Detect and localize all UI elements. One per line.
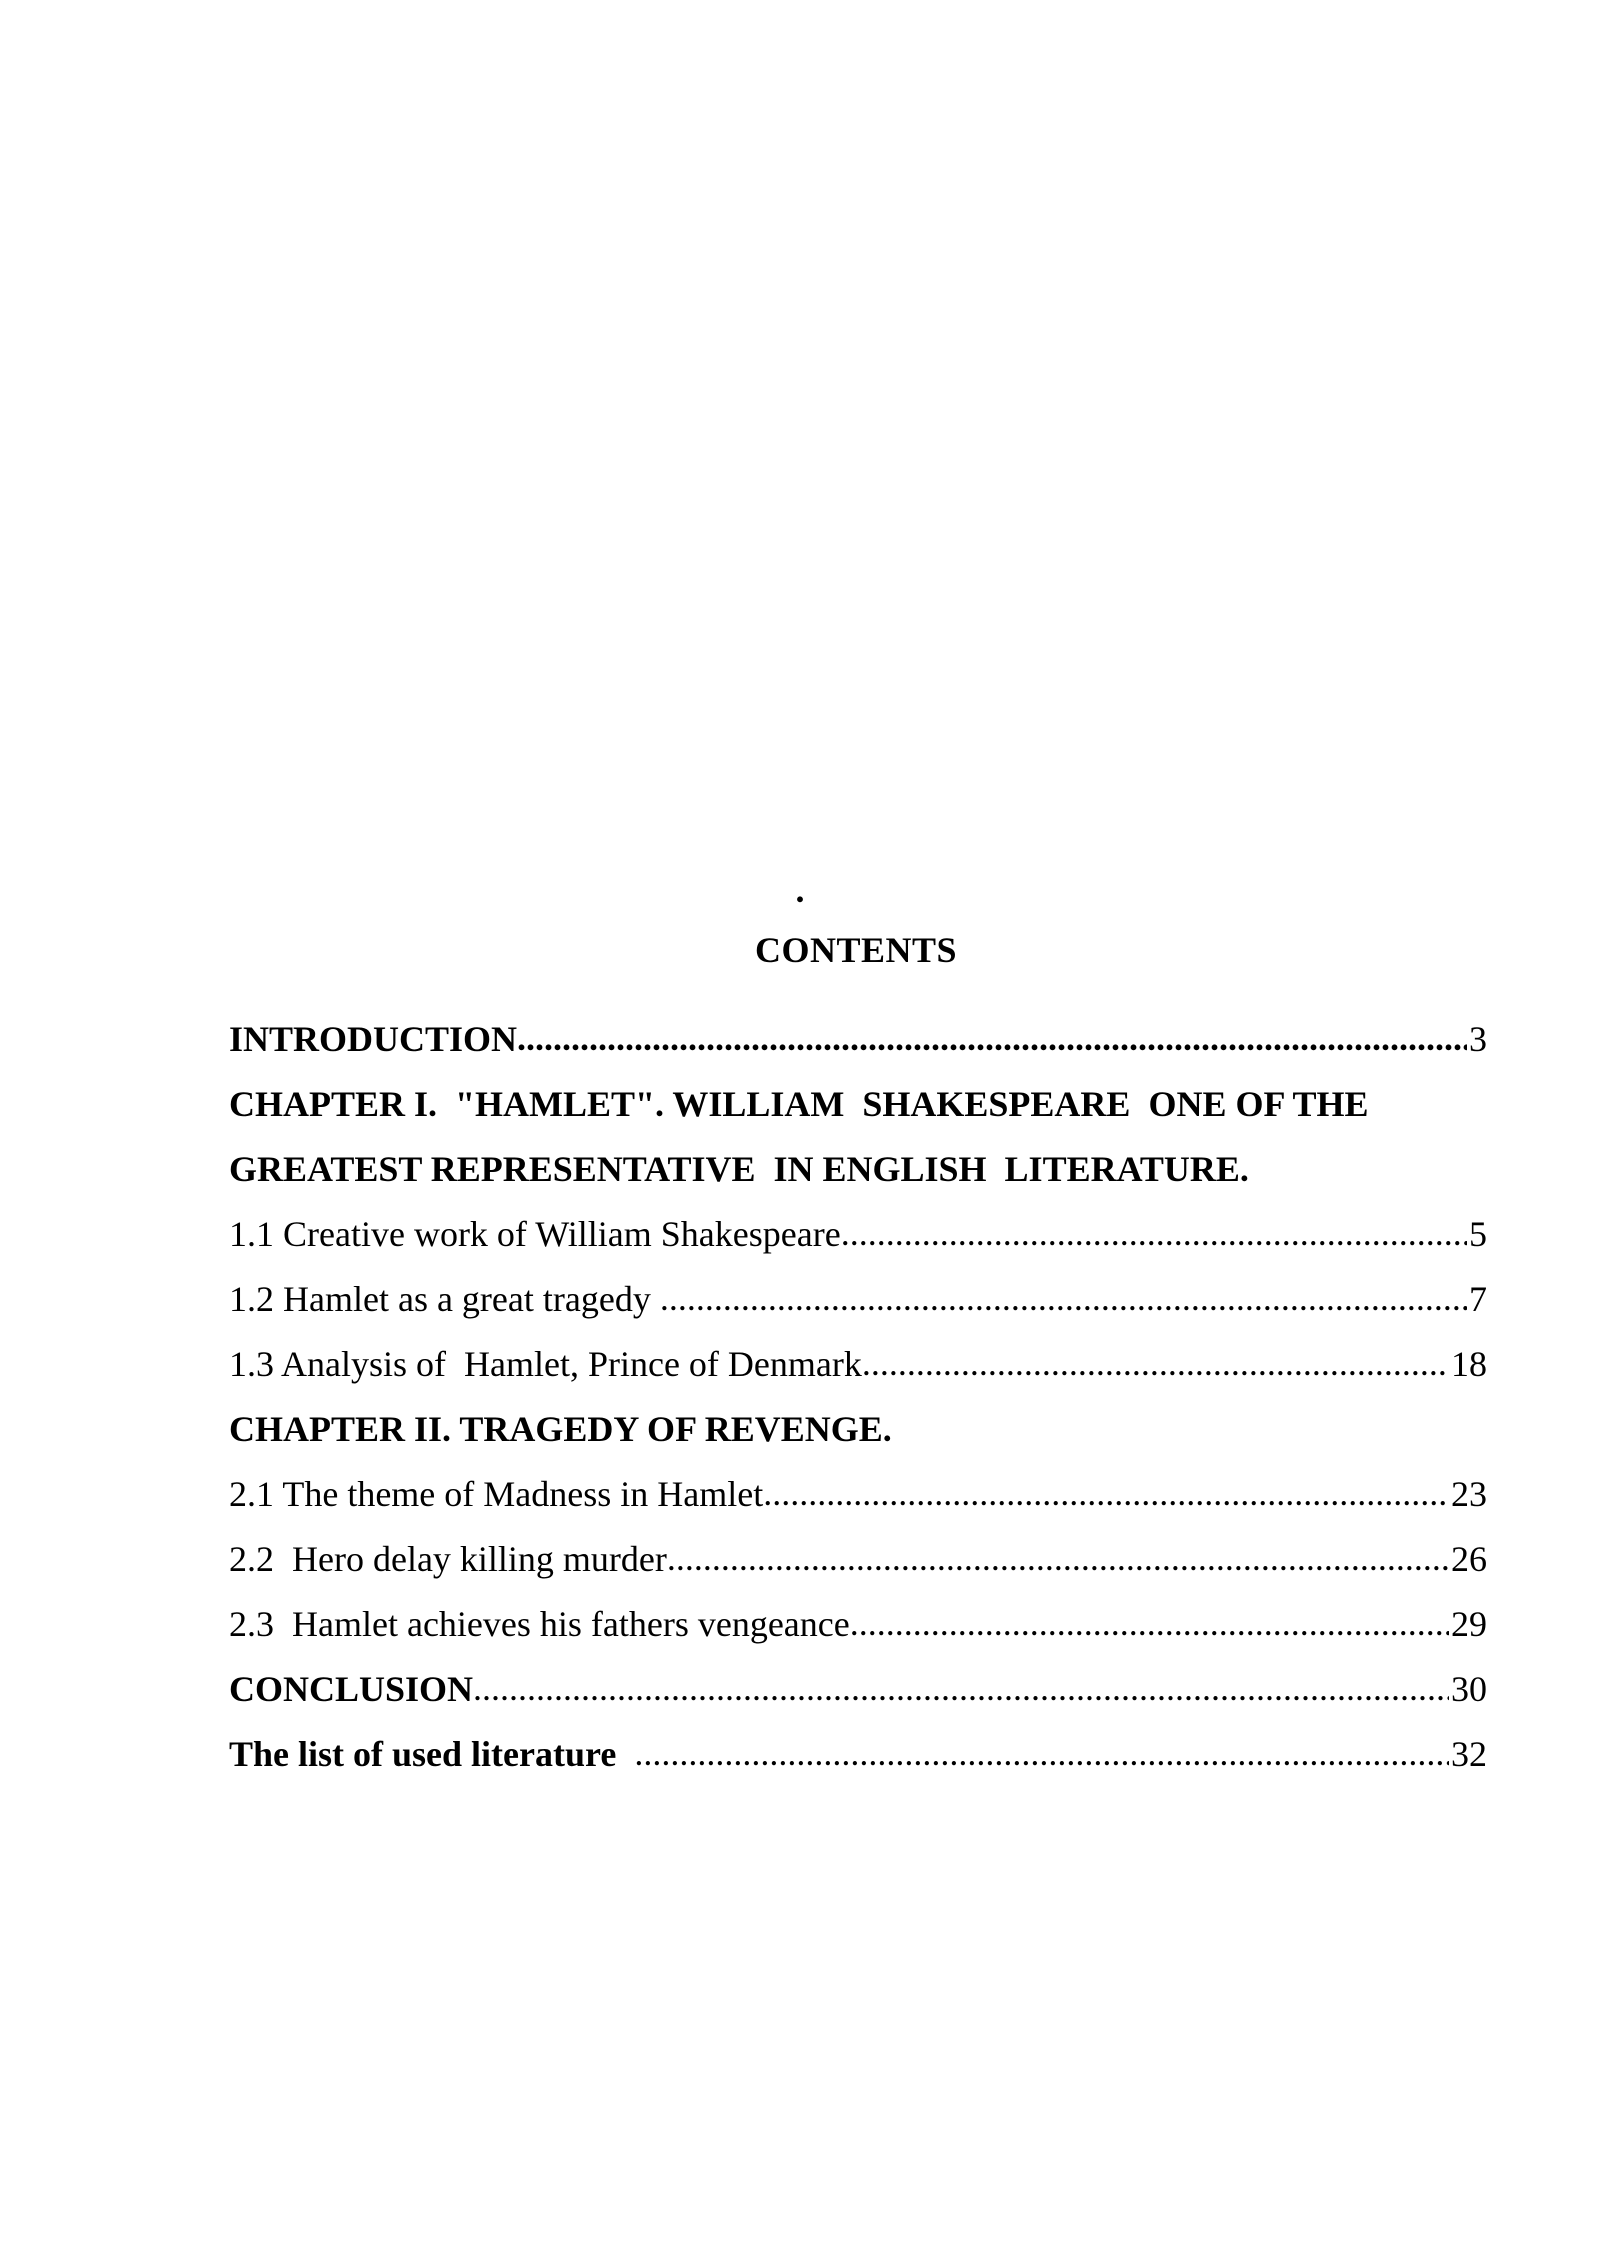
toc-entry-literature: [229, 1711, 1487, 1776]
dot-leader: [667, 1536, 1449, 1580]
toc-entry-label: 2.3 Hamlet achieves his fathers vengeance: [229, 1604, 850, 1644]
toc-page-number: 3: [1469, 1019, 1487, 1059]
toc-entry-1-1: [229, 1191, 1487, 1256]
dot-leader: [634, 1731, 1449, 1775]
dot-leader: [660, 1276, 1467, 1320]
toc-entry-label: CHAPTER II. TRAGEDY OF REVENGE.: [229, 1409, 892, 1449]
toc-page-number: 7: [1469, 1279, 1487, 1319]
toc-entry-chapter-1-line-2: [229, 1126, 1487, 1191]
table-of-contents: [229, 996, 1487, 1776]
toc-entry-1-3: [229, 1321, 1487, 1386]
dot-leader: [841, 1211, 1467, 1255]
toc-page-number: 23: [1451, 1474, 1487, 1514]
dot-leader: [517, 1016, 1467, 1060]
contents-title: CONTENTS: [754, 930, 958, 970]
toc-entry-label: 1.1 Creative work of William Shakespeare: [229, 1214, 841, 1254]
toc-entry-1-2: [229, 1256, 1487, 1321]
toc-entry-conclusion: [229, 1646, 1487, 1711]
toc-entry-label: 2.1 The theme of Madness in Hamlet: [229, 1474, 764, 1514]
toc-entry-label: 1.2 Hamlet as a great tragedy: [229, 1279, 660, 1319]
toc-page-number: 26: [1451, 1539, 1487, 1579]
toc-entry-2-1: [229, 1451, 1487, 1516]
toc-entry-label: 1.3 Analysis of Hamlet, Prince of Denmark: [229, 1344, 862, 1384]
toc-entry-chapter-2: [229, 1386, 1487, 1451]
toc-entry-label: INTRODUCTION: [229, 1019, 518, 1059]
toc-entry-label: CONCLUSION: [229, 1669, 474, 1709]
toc-entry-label: 2.2 Hero delay killing murder: [229, 1539, 667, 1579]
toc-entry-label: GREATEST REPRESENTATIVE IN ENGLISH LITERATURE.: [229, 1149, 1249, 1189]
toc-page-number: 32: [1451, 1734, 1487, 1774]
toc-entry-2-2: [229, 1516, 1487, 1581]
toc-entry-label: The list of used literature: [229, 1734, 635, 1774]
toc-entry-label: CHAPTER I. "HAMLET". WILLIAM SHAKESPEARE ONE OF THE: [229, 1084, 1369, 1124]
toc-entry-introduction: [229, 996, 1487, 1061]
dot-leader: [473, 1666, 1449, 1710]
toc-page-number: 30: [1451, 1669, 1487, 1709]
toc-page-number: 18: [1451, 1344, 1487, 1384]
toc-entry-chapter-1-line-1: [229, 1061, 1487, 1126]
dot-leader: [850, 1601, 1449, 1645]
toc-page-number: 29: [1451, 1604, 1487, 1644]
toc-page-number: 5: [1469, 1214, 1487, 1254]
dot-leader: [763, 1471, 1449, 1515]
toc-entry-2-3: [229, 1581, 1487, 1646]
dot-marker: .: [795, 870, 805, 910]
dot-leader: [862, 1341, 1449, 1385]
